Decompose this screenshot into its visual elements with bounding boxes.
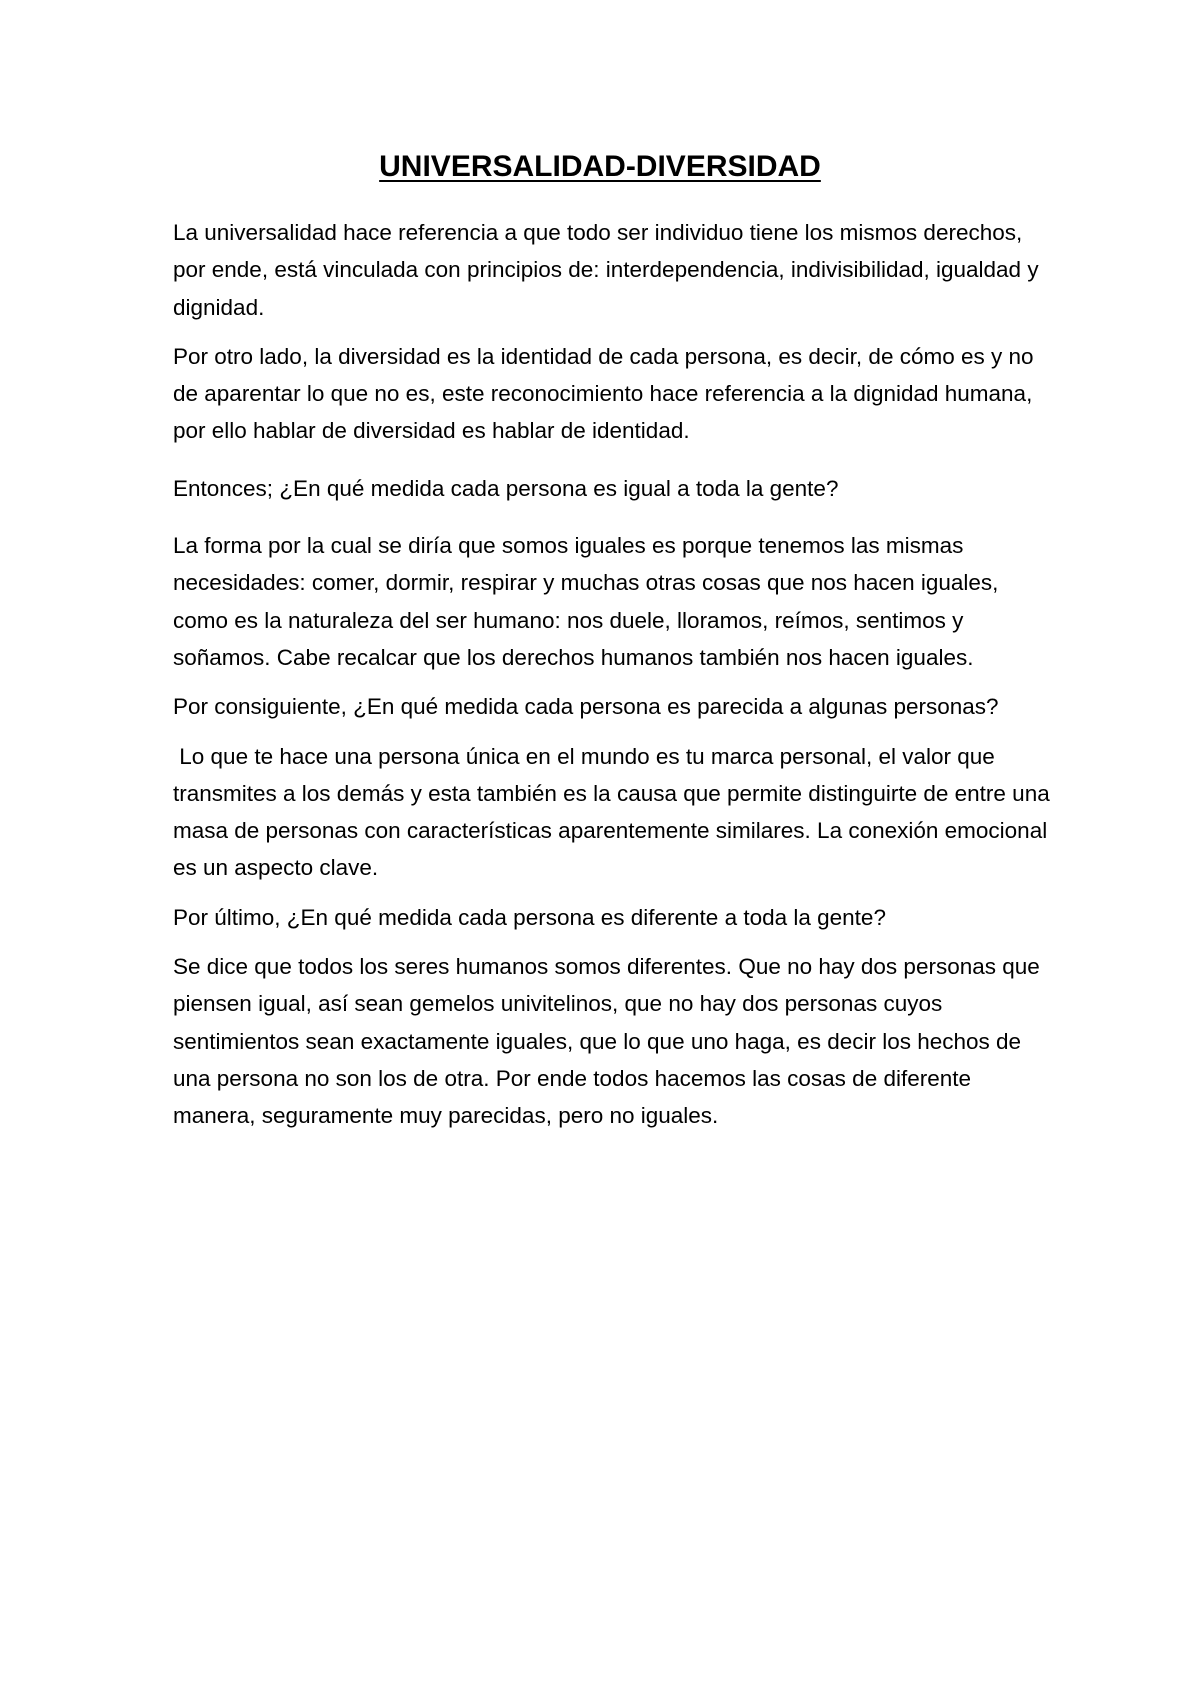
document-body	[173, 214, 1056, 1147]
paragraph-iguales: La forma por la cual se diría que somos iguales es porque tenemos las mismas necesidades: comer, dormir, respirar y muchas otras cosas que nos hacen iguales, como es la naturaleza del ser humano: nos duele, lloramos, reímos, sentimos y soñamos. Cabe recalcar que los derechos humanos también nos hacen iguales.	[173, 533, 999, 670]
paragraph-marca-personal: Lo que te hace una persona única en el mundo es tu marca personal, el valor que transmites a los demás y esta también es la causa que permite distinguirte de entre una masa de personas con características aparentemente similares. La conexión emocional es un aspecto clave.	[173, 743, 1056, 881]
paragraph-diversidad: Por otro lado, la diversidad es la identidad de cada persona, es decir, de cómo es y no de aparentar lo que no es, este reconocimiento hace referencia a la dignidad humana, por ello hablar de diversidad es hablar de identidad.	[173, 343, 1034, 444]
paragraph-universalidad: La universalidad hace referencia a que todo ser individuo tiene los mismos derechos, por ende, está vinculada con principios de: interdependencia, indivisibilidad, igualdad y dignidad.	[173, 220, 1039, 320]
document-title: UNIVERSALIDAD-DIVERSIDAD	[379, 150, 821, 183]
question-diferente: Por último, ¿En qué medida cada persona es diferente a toda la gente?	[173, 904, 886, 930]
question-parecida: Por consiguiente, ¿En qué medida cada persona es parecida a algunas personas?	[173, 694, 999, 720]
paragraph-diferentes: Se dice que todos los seres humanos somos diferentes. Que no hay dos personas que piensen igual, así sean gemelos univitelinos, que no hay dos personas cuyos sentimientos sean exactamente iguales, que lo que uno haga, es decir los hechos de una persona no son los de otra. Por ende todos hacemos las cosas de diferente manera, seguramente muy parecidas, pero no iguales.	[173, 954, 1040, 1129]
question-igual: Entonces; ¿En qué medida cada persona es igual a toda la gente?	[173, 475, 839, 501]
